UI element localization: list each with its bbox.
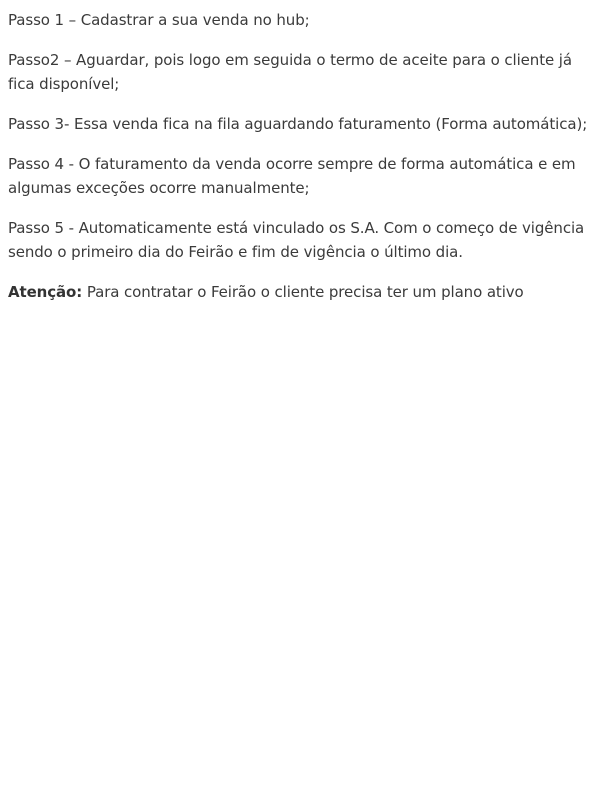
step-2: Passo2 – Aguardar, pois logo em seguida o termo de aceite para o cliente já fica disponível; (8, 51, 572, 93)
attention-text: Para contratar o Feirão o cliente precisa ter um plano ativo (82, 283, 524, 301)
step-5: Passo 5 - Automaticamente está vinculado os S.A. Com o começo de vigência sendo o primeiro dia do Feirão e fim de vigência o último dia. (8, 219, 585, 261)
attention-note (8, 280, 592, 304)
step-4: Passo 4 - O faturamento da venda ocorre sempre de forma automática e em algumas exceções ocorre manualmente; (8, 155, 576, 197)
instructions-content (0, 0, 600, 304)
attention-label: Atenção: (8, 283, 83, 301)
step-3: Passo 3- Essa venda fica na fila aguardando faturamento (Forma automática); (8, 115, 588, 133)
step-1: Passo 1 – Cadastrar a sua venda no hub; (8, 11, 310, 29)
